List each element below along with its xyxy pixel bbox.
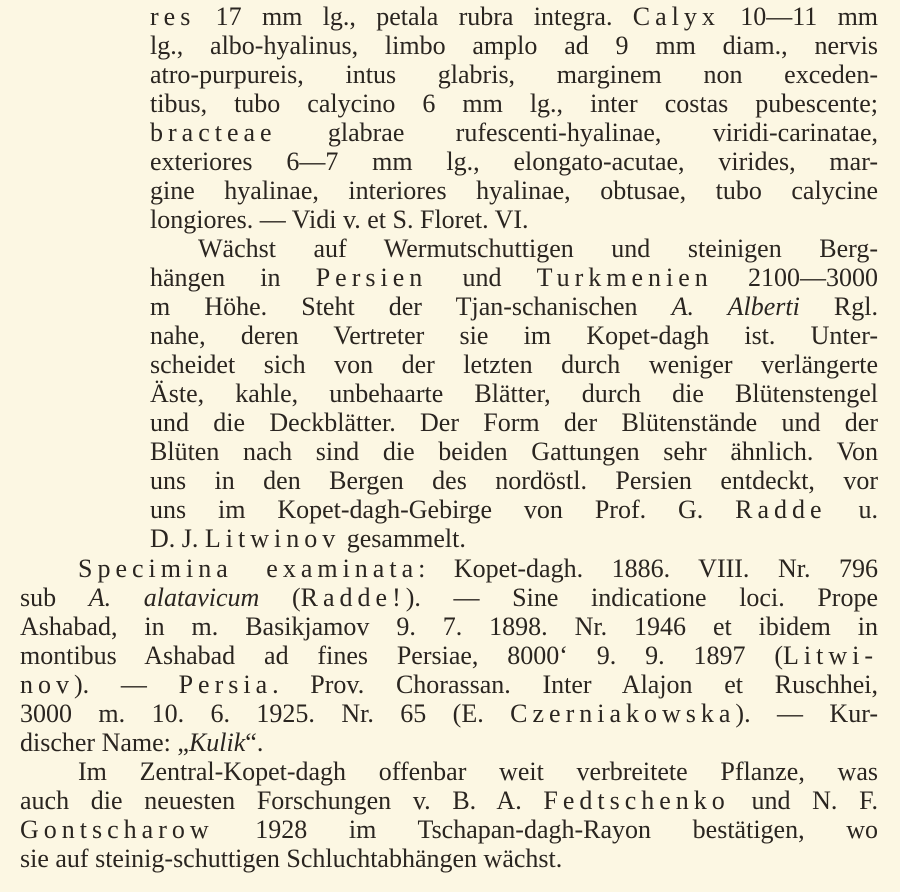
text-run: uns in den Bergen des nordöstl. Persien entdeckt, vor	[150, 466, 878, 495]
spaced-emphasis: Persia	[178, 670, 273, 699]
text-line	[20, 728, 878, 757]
spaced-emphasis: res	[150, 2, 196, 31]
spaced-emphasis: Persien	[315, 263, 428, 292]
text-run: ). — Kur-	[735, 699, 878, 728]
text-run: u.	[826, 495, 878, 524]
text-run: gesammelt.	[340, 524, 466, 553]
text-run: nahe, deren Vertreter sie im Kopet-dagh ist. Unter-	[150, 321, 878, 350]
text-run: lg., albo-hyalinus, limbo amplo ad 9 mm diam., nervis	[150, 31, 878, 60]
text-line	[20, 815, 878, 844]
text-line	[150, 408, 878, 437]
text-line	[150, 205, 878, 234]
text-line	[20, 641, 878, 670]
text-run: montibus Ashabad ad fines Persiae, 8000‘ 9. 9. 1897 (	[20, 641, 783, 670]
text-line	[150, 31, 878, 60]
text-line	[150, 234, 878, 263]
text-line	[150, 2, 878, 31]
spaced-emphasis: Gontscharow	[20, 815, 214, 844]
text-run: (	[259, 583, 301, 612]
text-line	[20, 786, 878, 815]
text-line	[150, 495, 878, 524]
spaced-emphasis: Turkmenien	[536, 263, 713, 292]
italic-taxon-name: Kulik	[188, 728, 246, 757]
text-run: ). — Sine indicatione loci. Prope	[405, 583, 878, 612]
text-run: “.	[245, 728, 264, 757]
text-column-description	[150, 2, 878, 553]
text-line	[150, 292, 878, 321]
text-run: und N. F.	[729, 786, 878, 815]
text-line	[150, 437, 878, 466]
text-run: 3000 m. 10. 6. 1925. Nr. 65 (E.	[20, 699, 511, 728]
text-line	[150, 263, 878, 292]
text-line	[20, 844, 878, 873]
text-line	[20, 699, 878, 728]
text-line	[150, 147, 878, 176]
text-run: 10—11 mm	[719, 2, 879, 31]
text-line	[20, 583, 878, 612]
text-run: scheidet sich von der letzten durch weniger verlängerte	[150, 350, 878, 379]
spaced-emphasis: Calyx	[632, 2, 720, 31]
text-line	[150, 89, 878, 118]
text-line	[20, 757, 878, 786]
text-run: Wächst auf Wermutschuttigen und steinigen Berg-	[198, 234, 878, 263]
spaced-emphasis: Czerniakowska	[510, 699, 736, 728]
spaced-emphasis: Litwinov	[204, 524, 341, 553]
text-run: longiores. — Vidi v. et S. Floret. VI.	[150, 205, 529, 234]
text-run: und die Deckblätter. Der Form der Blütenstände und der	[150, 408, 878, 437]
text-line	[150, 176, 878, 205]
text-run: : Kopet-dagh. 1886. VIII. Nr. 796	[418, 554, 878, 583]
text-run: Im Zentral-Kopet-dagh offenbar weit verbreitete Pflanze, was	[78, 757, 878, 786]
text-run: auch die neuesten Forschungen v. B. A.	[20, 786, 544, 815]
text-run: discher Name: „	[20, 728, 189, 757]
text-line	[20, 554, 878, 583]
text-run: uns im Kopet-dagh-Gebirge von Prof. G.	[150, 495, 736, 524]
text-line	[150, 524, 878, 553]
text-column-specimens	[20, 554, 878, 873]
text-run: sub	[20, 583, 89, 612]
text-run: glabrae rufescenti-hyalinae, viridi-carinatae,	[276, 118, 878, 147]
spaced-emphasis: bracteae	[150, 118, 277, 147]
text-run: tibus, tubo calycino 6 mm lg., inter costas pubescente;	[150, 89, 878, 118]
text-run: m Höhe. Steht der Tjan-schanischen	[150, 292, 672, 321]
spaced-emphasis: Radde	[735, 495, 827, 524]
spaced-emphasis: Specimina examinata	[78, 554, 419, 583]
text-run: 2100—3000	[712, 263, 879, 292]
text-run: sie auf steinig-schuttigen Schluchtabhängen wächst.	[20, 844, 563, 873]
text-line	[150, 466, 878, 495]
text-line	[150, 60, 878, 89]
text-run: exteriores 6—7 mm lg., elongato-acutae, virides, mar-	[150, 147, 878, 176]
text-run: D. J.	[150, 524, 205, 553]
italic-taxon-name: A. alatavicum	[88, 583, 260, 612]
text-run: atro-purpureis, intus glabris, marginem non exceden-	[150, 60, 878, 89]
text-run: und	[427, 263, 537, 292]
text-run: hängen in	[150, 263, 316, 292]
text-run: . Prov. Chorassan. Inter Alajon et Ruschhei,	[272, 670, 878, 699]
spaced-emphasis: Radde!	[300, 583, 406, 612]
text-run: Äste, kahle, unbehaarte Blätter, durch die Blütenstengel	[150, 379, 878, 408]
text-line	[150, 350, 878, 379]
italic-taxon-name: A. Alberti	[671, 292, 800, 321]
text-line	[150, 379, 878, 408]
spaced-emphasis: nov	[20, 670, 74, 699]
text-line	[20, 670, 878, 699]
text-run: 17 mm lg., petala rubra integra.	[195, 2, 633, 31]
text-line	[150, 321, 878, 350]
text-run: 1928 im Tschapan-dagh-Rayon bestätigen, wo	[213, 815, 878, 844]
text-line	[150, 118, 878, 147]
text-line	[20, 612, 878, 641]
text-run: gine hyalinae, interiores hyalinae, obtusae, tubo calycine	[150, 176, 878, 205]
text-run: Ashabad, in m. Basikjamov 9. 7. 1898. Nr. 1946 et ibidem in	[20, 612, 878, 641]
spaced-emphasis: Fedtschenko	[543, 786, 730, 815]
spaced-emphasis: Litwi-	[783, 641, 878, 670]
text-run: ). —	[74, 670, 179, 699]
text-run: Blüten nach sind die beiden Gattungen sehr ähnlich. Von	[150, 437, 878, 466]
text-run: Rgl.	[799, 292, 878, 321]
